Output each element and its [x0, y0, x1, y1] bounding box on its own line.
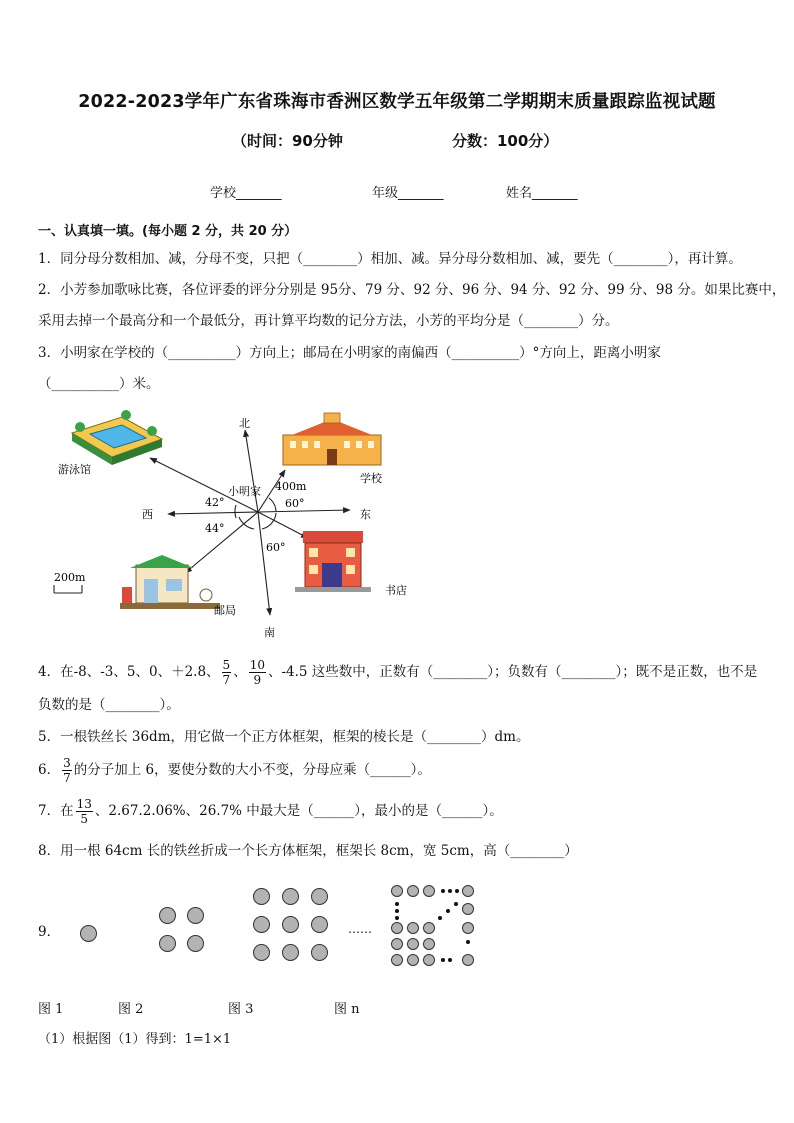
figure-n-dot	[446, 909, 450, 913]
figure-n-dot	[466, 940, 470, 944]
east-label: 东	[360, 508, 371, 521]
bookstore-building-icon	[295, 531, 371, 592]
post-label: 邮局	[214, 604, 236, 617]
question-2-line-1: 2．小芳参加歌咏比赛，各位评委的评分分别是 95分、79 分、92 分、96 分、94 分、92 分、99 分、98 分。如果比赛中，	[38, 282, 786, 298]
question-3-line-2: （__________）米。	[38, 376, 160, 392]
figure-3-dot	[311, 944, 328, 961]
figure-2-dot	[187, 907, 204, 924]
figure-3-dot	[282, 916, 299, 933]
figure-n-dot	[448, 958, 452, 962]
north-label: 北	[239, 417, 250, 430]
pool-label: 游泳馆	[58, 463, 91, 476]
figure-n-dot	[462, 885, 474, 897]
angle-school: 60°	[285, 497, 305, 510]
school-building-icon	[283, 413, 381, 465]
section-heading: 一、认真填一填。(每小题 2 分，共 20 分）	[38, 224, 298, 239]
figure-1-caption: 图 1	[38, 1002, 64, 1017]
ellipsis: ……	[348, 922, 372, 936]
question-4-line-1: 4．在-8、-3、5、0、＋2.8、 $\frac{5}{7}$ 、 $\frac{10}{9}$ 、-4.5 这些数中，正数有（________）；负数有（________）；既不是正数，也不是	[38, 658, 758, 687]
fraction-5-7: $\frac{5}{7}$	[222, 658, 231, 687]
question-3-line-1: 3．小明家在学校的（__________）方向上；邮局在小明家的南偏西（__________）°方向上，距离小明家	[38, 345, 661, 361]
post-office-icon	[120, 555, 220, 609]
exam-score: 分数：100分）	[452, 132, 559, 150]
school-field: 学校_______	[210, 186, 282, 201]
question-1: 1．同分母分数相加、减，分母不变，只把（________）相加、减。异分母分数相加、减，要先（________），再计算。	[38, 251, 742, 267]
figure-n-dot	[455, 889, 459, 893]
distance-label: 400m	[275, 480, 307, 493]
figure-3-dot	[282, 888, 299, 905]
fraction-10-9: $\frac{10}{9}$	[249, 658, 265, 687]
figure-n-dot	[423, 954, 435, 966]
angle-post: 44°	[205, 522, 225, 535]
figure-2-dot	[159, 935, 176, 952]
figure-n-dot	[423, 922, 435, 934]
figure-n-dot	[395, 902, 399, 906]
fraction-3-7: $\frac{3}{7}$	[63, 756, 71, 785]
figure-n-dot	[462, 903, 474, 915]
figure-n-dot	[407, 885, 419, 897]
figure-n-dot	[407, 938, 419, 950]
figure-n-dot	[407, 954, 419, 966]
figure-n-dot	[423, 885, 435, 897]
exam-time: （时间：90分钟	[232, 132, 343, 150]
figure-3-dot	[253, 888, 270, 905]
direction-map	[40, 405, 440, 645]
south-label: 南	[264, 626, 275, 639]
question-4-line-2: 负数的是（________）。	[38, 697, 180, 713]
figure-3-dot	[253, 916, 270, 933]
angle-pool: 42°	[205, 496, 225, 509]
figure-n-dot	[391, 938, 403, 950]
figure-2-dot	[187, 935, 204, 952]
figure-2-dot	[159, 907, 176, 924]
scale-label: 200m	[54, 571, 86, 584]
west-label: 西	[142, 508, 153, 521]
figure-2-caption: 图 2	[118, 1002, 144, 1017]
figure-n-caption: 图 n	[334, 1002, 360, 1017]
figure-n-dot	[391, 885, 403, 897]
question-9-label: 9．	[38, 924, 61, 940]
home-label: 小明家	[228, 485, 261, 498]
figure-n-dot	[462, 922, 474, 934]
bookstore-label: 书店	[385, 584, 407, 597]
figure-n-dot	[438, 916, 442, 920]
figure-3-dot	[311, 916, 328, 933]
figure-n-dot	[441, 958, 445, 962]
figure-n-dot	[391, 922, 403, 934]
fraction-13-5: $\frac{13}{5}$	[76, 797, 92, 826]
figure-n-dot	[423, 938, 435, 950]
question-5: 5．一根铁丝长 36dm，用它做一个正方体框架，框架的棱长是（________）dm。	[38, 729, 530, 745]
figure-n-dot	[462, 954, 474, 966]
swimming-pool-icon	[72, 410, 162, 465]
figure-n-dot	[395, 909, 399, 913]
figure-n-dot	[454, 902, 458, 906]
figure-n-dot	[407, 922, 419, 934]
angle-bookstore: 60°	[266, 541, 286, 554]
figure-n-dot	[448, 889, 452, 893]
figure-n-dot	[391, 954, 403, 966]
name-field: 姓名_______	[506, 186, 578, 201]
figure-1-dot	[80, 925, 97, 942]
grade-field: 年级_______	[372, 186, 444, 201]
figure-3-caption: 图 3	[228, 1002, 254, 1017]
figure-3-dot	[311, 888, 328, 905]
question-6: 6． $\frac{3}{7}$ 的分子加上 6，要使分数的大小不变，分母应乘（______）。	[38, 756, 431, 785]
question-7: 7．在 $\frac{13}{5}$ 、2.67.2.06%、26.7% 中最大是（______），最小的是（______）。	[38, 797, 503, 826]
figure-3-dot	[282, 944, 299, 961]
question-9-part-1: （1）根据图（1）得到：1=1×1	[38, 1032, 232, 1047]
page-title: 2022-2023学年广东省珠海市香洲区数学五年级第二学期期末质量跟踪监视试题	[78, 92, 716, 112]
question-8: 8．用一根 64cm 长的铁丝折成一个长方体框架，框架长 8cm，宽 5cm，高（________）	[38, 843, 578, 859]
figure-3-dot	[253, 944, 270, 961]
figure-n-dot	[395, 916, 399, 920]
figure-n-dot	[441, 889, 445, 893]
school-label: 学校	[360, 472, 382, 485]
question-2-line-2: 采用去掉一个最高分和一个最低分，再计算平均数的记分方法，小芳的平均分是（________）分。	[38, 313, 619, 329]
